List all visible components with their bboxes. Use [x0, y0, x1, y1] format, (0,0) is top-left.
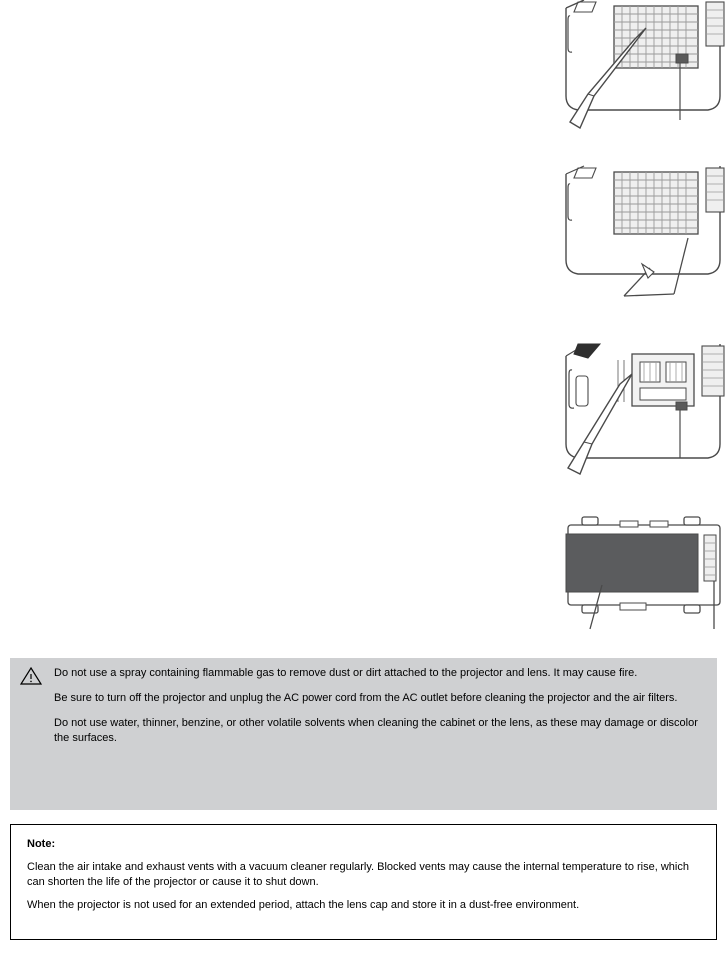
caution-paragraph: Do not use water, thinner, benzine, or other volatile solvents when cleaning the cabinet or the lens, as these may damage or discolor the surfaces.: [54, 717, 698, 744]
figure-projector-exhaust-vent-with-vacuum-nozzle: [558, 0, 727, 148]
caution-text: [54, 666, 703, 756]
warning-triangle-icon: [20, 666, 42, 686]
figure-projector-front-panel-lens-area: [558, 505, 727, 640]
caution-paragraph: Do not use a spray containing flammable gas to remove dust or dirt attached to the projector and lens. It may cause fire.: [54, 667, 638, 679]
note-paragraph: When the projector is not used for an extended period, attach the lens cap and store it in a dust-free environment.: [27, 899, 580, 911]
note-label: Note:: [27, 838, 56, 850]
note-text: [27, 837, 700, 921]
caution-box: [10, 658, 717, 810]
note-paragraph: Clean the air intake and exhaust vents with a vacuum cleaner regularly. Blocked vents may cause the internal temperature to rise, which can shorten the life of the projector or cause it to shut down.: [27, 861, 689, 888]
note-box: [10, 824, 717, 940]
figure-projector-terminal-area-with-vacuum-nozzle: [558, 340, 727, 488]
caution-paragraph: Be sure to turn off the projector and unplug the AC power cord from the AC outlet before cleaning the projector and the air filters.: [54, 692, 678, 704]
figure-projector-exhaust-vent-callout: [558, 160, 727, 310]
